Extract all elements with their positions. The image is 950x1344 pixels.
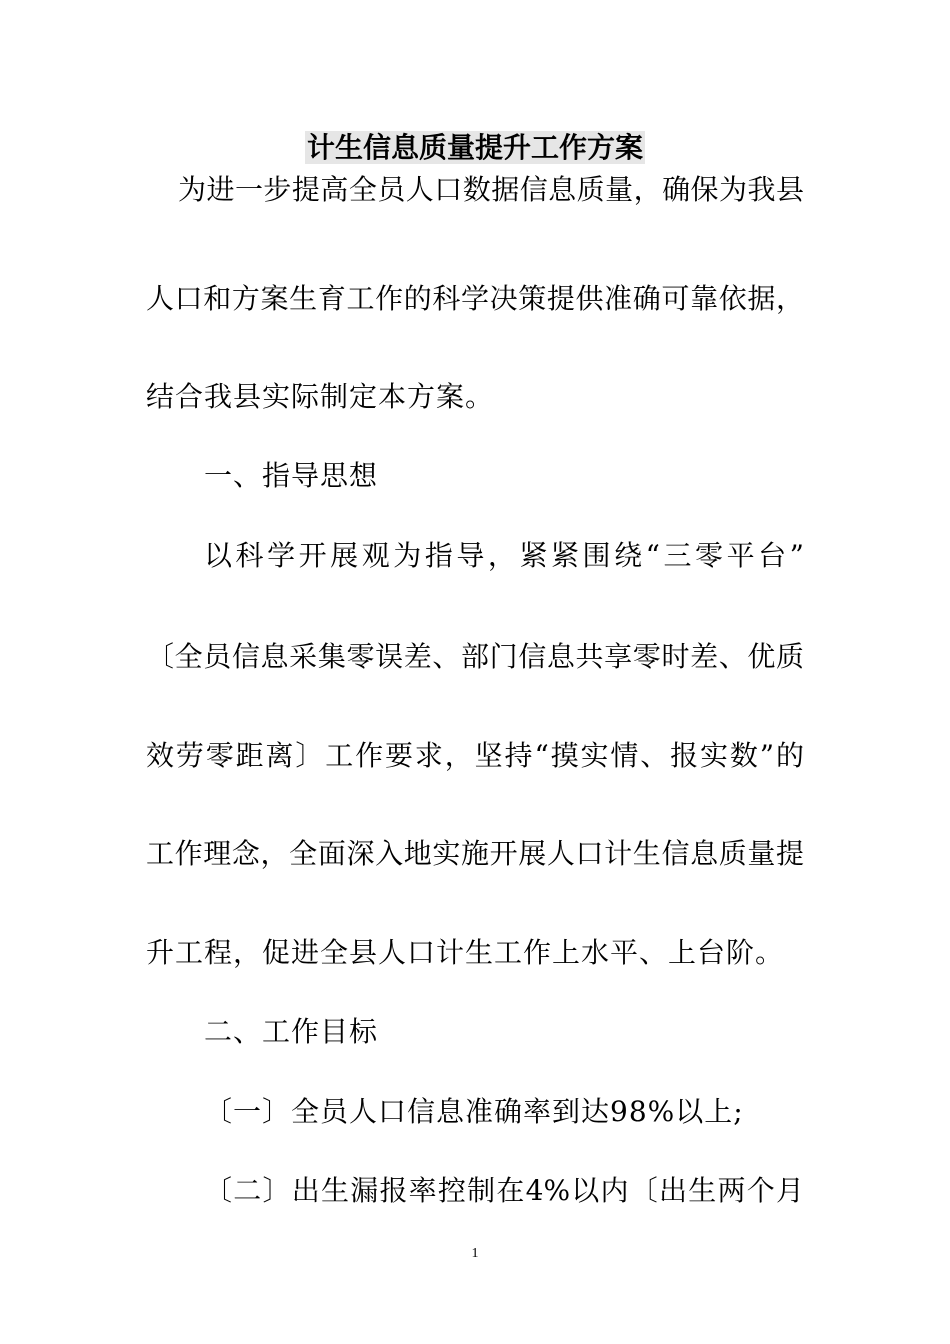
paragraph-line: 效劳零距离〕工作要求，坚持“摸实情、报实数”的	[146, 739, 804, 772]
paragraph-line: 结合我县实际制定本方案。	[146, 380, 495, 413]
paragraph-line: 〔全员信息采集零误差、部门信息共享零时差、优质	[146, 640, 804, 673]
paragraph-line: 〔二〕出生漏报率控制在4%以内〔出生两个月	[204, 1174, 804, 1207]
page-number: 1	[471, 1246, 479, 1261]
paragraph-line: 以科学开展观为指导，紧紧围绕“三零平台”	[204, 539, 804, 572]
section-heading: 一、指导思想	[204, 459, 379, 492]
paragraph-line: 为进一步提高全员人口数据信息质量，确保为我县	[178, 173, 804, 206]
paragraph-line: 工作理念，全面深入地实施开展人口计生信息质量提	[146, 837, 804, 870]
paragraph-line: 升工程，促进全县人口计生工作上水平、上台阶。	[146, 936, 785, 969]
paragraph-line: 〔一〕全员人口信息准确率到达98%以上;	[204, 1095, 744, 1128]
paragraph-line: 人口和方案生育工作的科学决策提供准确可靠依据，	[146, 282, 804, 315]
document-title: 计生信息质量提升工作方案	[306, 131, 643, 164]
section-heading: 二、工作目标	[204, 1015, 379, 1048]
